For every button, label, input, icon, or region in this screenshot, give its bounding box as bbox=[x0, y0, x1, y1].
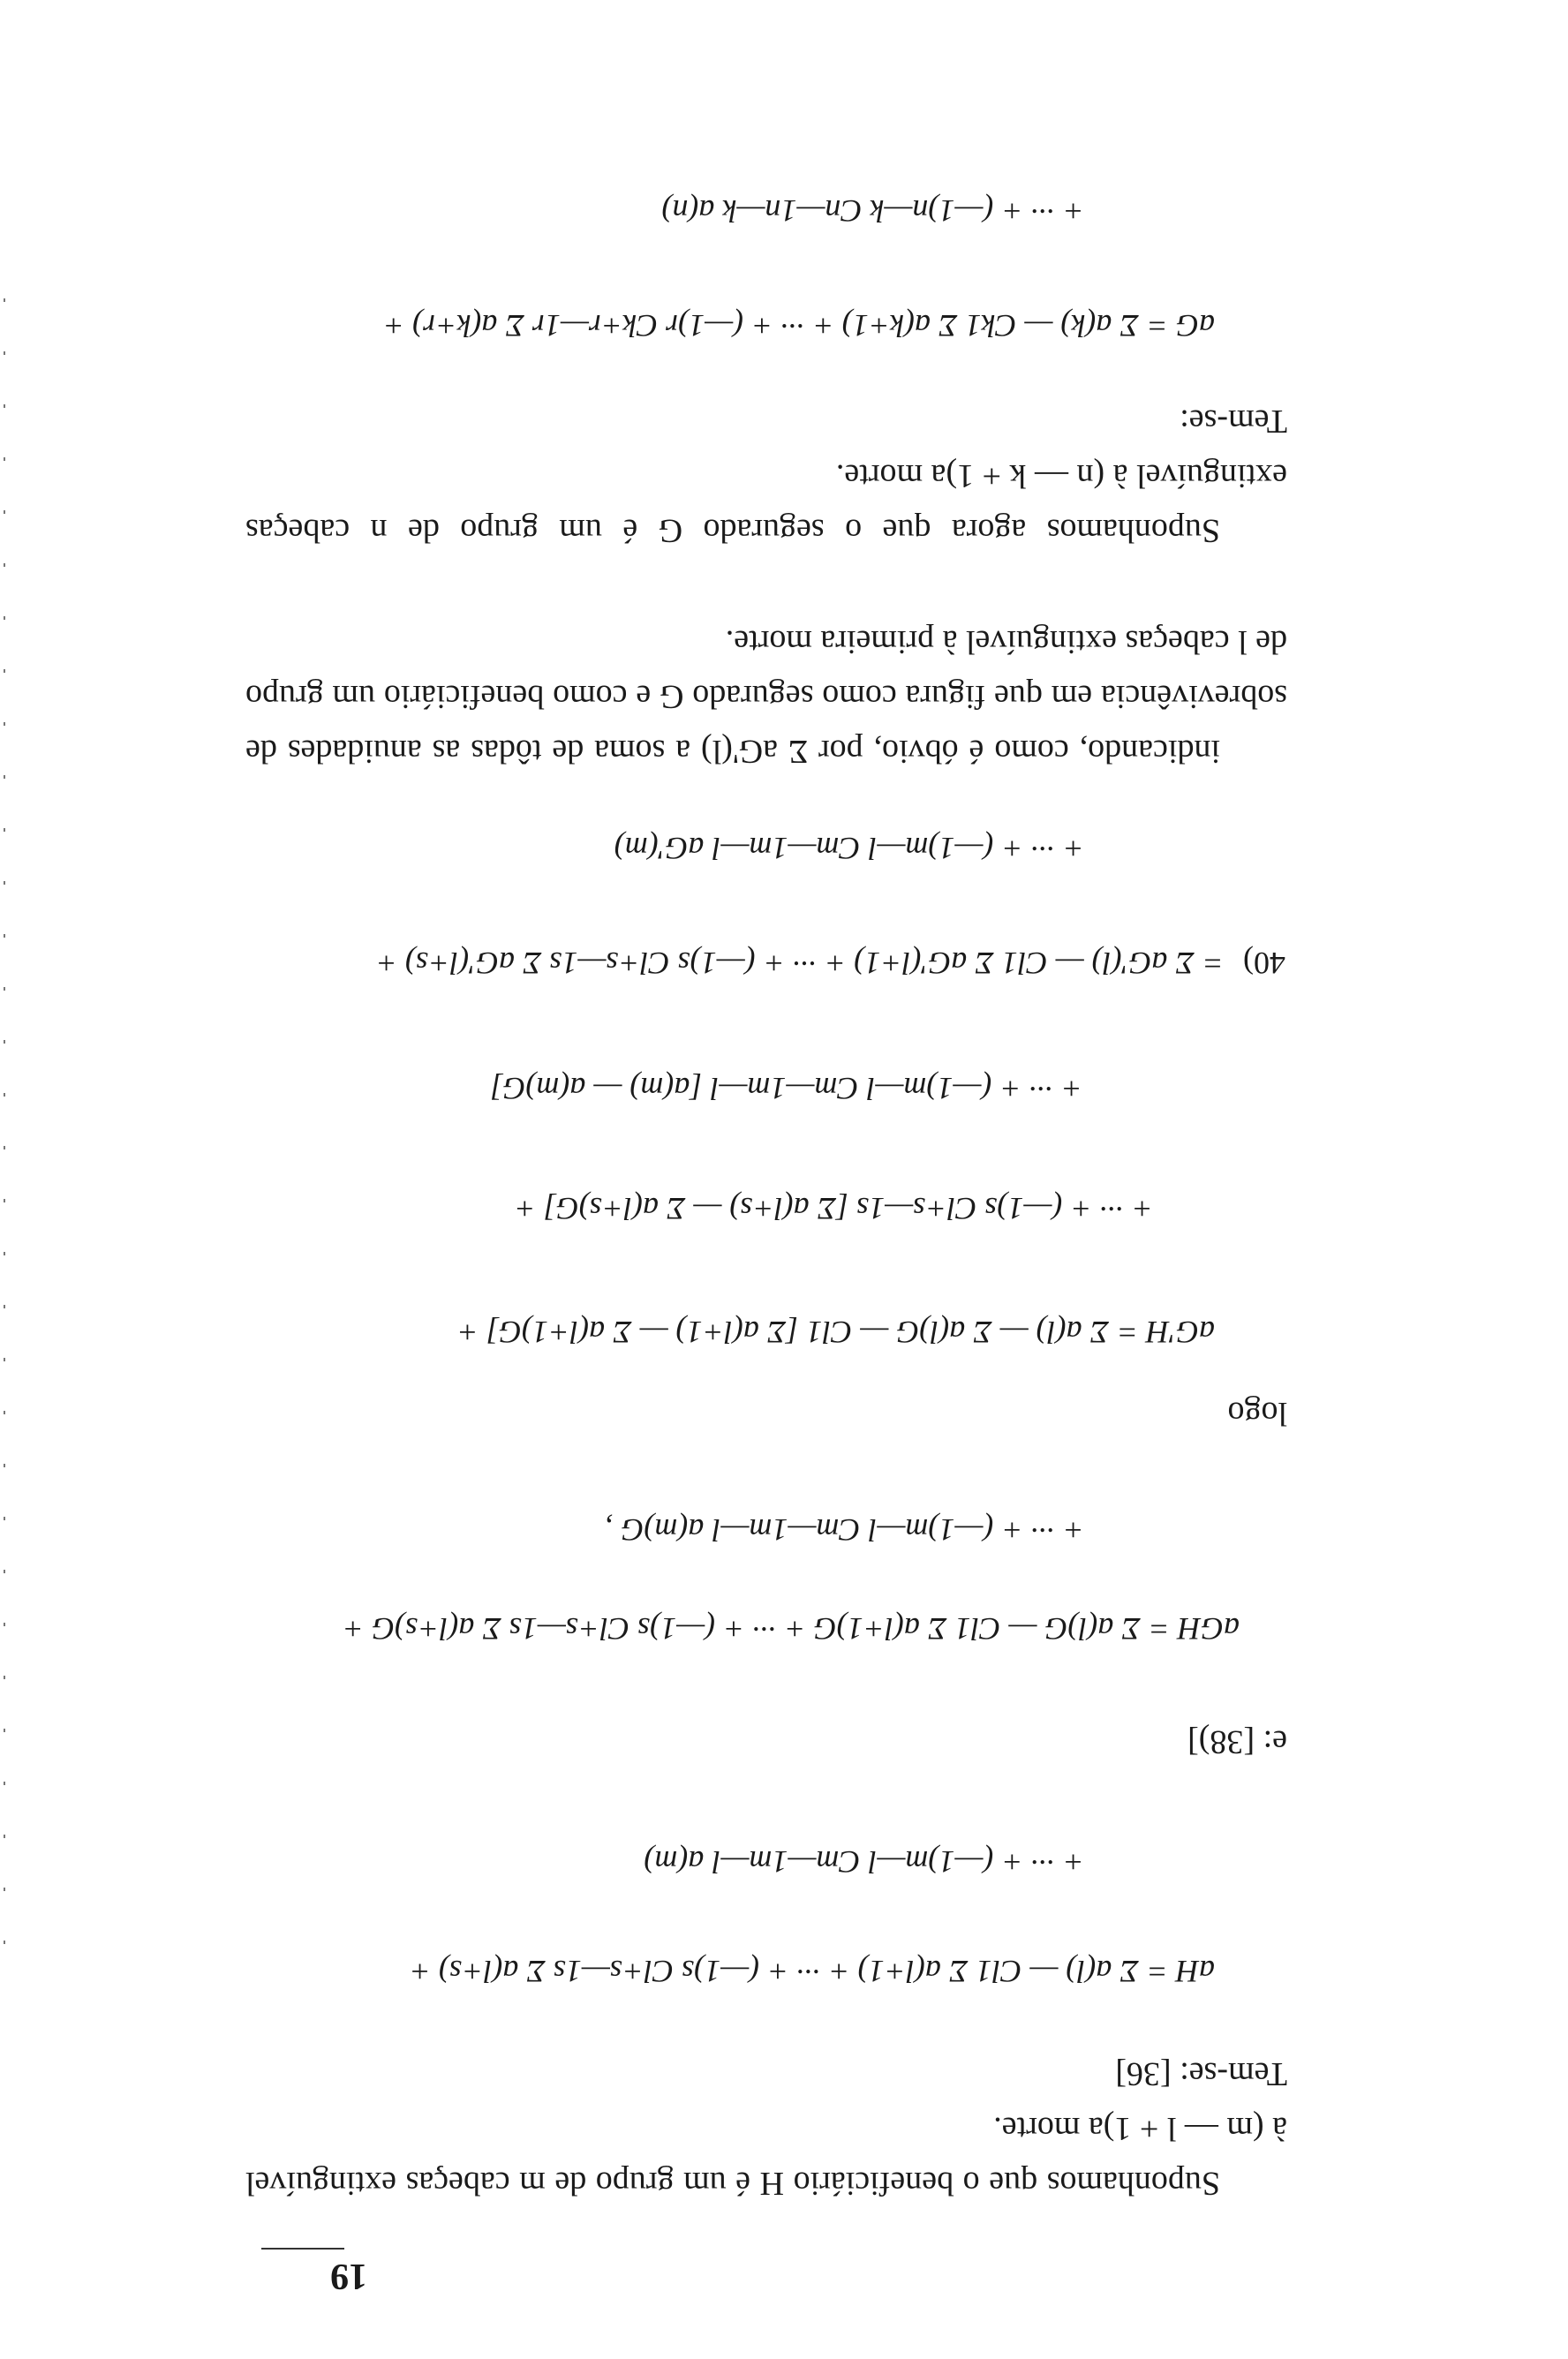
paragraph-beneficiary-text: Suponhamos que o beneficiário H é um grupo de m cabeças extinguível à (m — l + 1)a morte. bbox=[245, 2110, 1287, 2202]
tem-se-text: Tem-se: bbox=[1180, 403, 1287, 440]
logo-word-text: logo bbox=[1227, 1395, 1287, 1432]
paragraph-indicando bbox=[245, 614, 1287, 779]
tem-se bbox=[245, 394, 1287, 448]
equation-aH-line2: + ··· + (—1)m—l Cm—1m—l a(m) bbox=[644, 1844, 1084, 1880]
equation-40-line1 bbox=[376, 945, 1285, 982]
equation-aGprimeH-line2: + ··· + (—1)s Cl+s—1s [Σ a(l+s) — Σ a(l+s)G] + bbox=[514, 1191, 1153, 1226]
equation-40-line2: + ··· + (—1)m—l Cm—1m—l aG'(m) bbox=[614, 831, 1084, 866]
equation-aG-line2: + ··· + (—1)n—k Cn—1n—k a(n) bbox=[661, 193, 1084, 229]
equation-aGH-line2: + ··· + (—1)m—l Cm—1m—l a(m)G , bbox=[605, 1512, 1084, 1548]
equation-aH-line1: aH = Σ a(l) — Cl1 Σ a(l+1) + ··· + (—1)s Cl+s—1s Σ a(l+s) + bbox=[409, 1954, 1215, 1989]
page-number: 19 bbox=[330, 2256, 367, 2296]
equation-number-40: 40) bbox=[1243, 946, 1285, 981]
tem-se-36 bbox=[245, 2046, 1287, 2101]
tem-se-36-text: Tem-se: [36] bbox=[1115, 2055, 1287, 2092]
paragraph-indicando-text: indicando, como é óbvio, por Σ aG'(l) a soma de tôdas as anuidades de sobrevivência em que figura como segurado G e como beneficiário um grupo de l cabeças extinguível à primeira morte. bbox=[245, 623, 1287, 770]
paragraph-beneficiary bbox=[245, 2101, 1287, 2211]
equation-aGprimeH-line1: aG'H = Σ a(l) — Σ a(l)G — Cl1 [Σ a(l+1) — Σ a(l+1)G] + bbox=[456, 1315, 1215, 1350]
equation-aGH-line1: aGH = Σ a(l)G — Cl1 Σ a(l+1)G + ··· + (—1)s Cl+s—1s Σ a(l+s)G + bbox=[342, 1611, 1240, 1647]
paragraph-segurado bbox=[245, 448, 1287, 558]
header-rule bbox=[261, 2248, 344, 2250]
equation-40-body: = Σ aG'(l) — Cl1 Σ aG'(l+1) + ··· + (—1)s Cl+s—1s Σ aG'(l+s) + bbox=[375, 946, 1224, 981]
equation-aG-line1: aG = Σ a(k) — Ck1 Σ a(k+1) + ··· + (—1)r Ck+r—1r Σ a(k+r) + bbox=[382, 308, 1215, 343]
equation-aGprimeH-line3: + ··· + (—1)m—l Cm—1m—l [a(m) — a(m)G] bbox=[490, 1071, 1082, 1106]
scan-edge-dots bbox=[4, 267, 5, 1944]
reference-38 bbox=[245, 1715, 1287, 1769]
reference-38-text: e: [38)] bbox=[1187, 1723, 1287, 1760]
paragraph-segurado-text: Suponhamos agora que o segurado G é um grupo de n cabeças extinguível à (n — k + 1)a morte. bbox=[245, 457, 1287, 549]
logo-word bbox=[245, 1386, 1287, 1441]
